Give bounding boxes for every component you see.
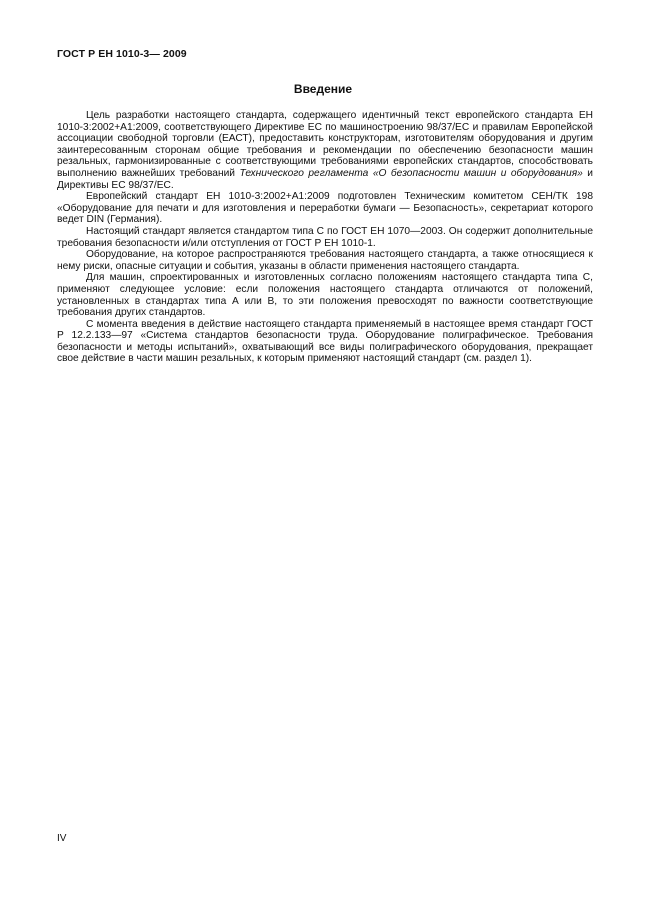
section-title: Введение <box>293 82 353 96</box>
page-number: IV <box>57 833 67 844</box>
paragraph-equipment-scope: Оборудование, на которое распространяются требования настоящего стандарта, а также относящиеся к нему риски, опасные ситуации и события, указаны в области применения настоящего стандарта. <box>57 249 593 272</box>
paragraph-purpose-text: Цель разработки настоящего стандарта, содержащего идентичный текст европейского стандарта ЕН 1010-3:2002+А1:2009, соответствующего Директиве ЕС по машиностроению 98/37/ЕС и правилам Европейской ассоциации свободной торговли (ЕАСТ), предоставить конструкторам, изготовителям оборудования и другим заинтересованным сторонам общие требования и рекомендации по обеспечению безопасности машин резальных, гармонизированные с соответствующими требованиями европейских стандартов, способствовать выполнению важнейших требований <box>57 110 593 179</box>
paragraph-european-standard: Европейский стандарт ЕН 1010-3:2002+А1:2009 подготовлен Техническим комитетом СЕН/ТК 198 «Оборудование для печати и для изготовления и переработки бумаги — Безопасность», секретариат которого ведет DIN (Германия). <box>57 191 593 226</box>
paragraph-purpose <box>57 110 593 191</box>
paragraph-type-c-condition: Для машин, спроектированных и изготовленных согласно положениям настоящего стандарта типа С, применяют следующее условие: если положения настоящего стандарта отличаются от положений, установленных в стандартах типа А или В, то эти положения превосходят по важности соответствующие требования других стандартов. <box>57 272 593 319</box>
paragraph-replaced-standard: С момента введения в действие настоящего стандарта применяемый в настоящее время стандарт ГОСТ Р 12.2.133—97 «Система стандартов безопасности труда. Оборудование полиграфическое. Требования безопасности и методы испытаний», охватывающий все виды полиграфического оборудования, прекращает свое действие в части машин резальных, к которым применяют настоящий стандарт (см. раздел 1). <box>57 318 593 365</box>
document-code-header: ГОСТ Р ЕН 1010-3— 2009 <box>57 48 187 60</box>
paragraph-standard-type: Настоящий стандарт является стандартом типа С по ГОСТ ЕН 1070—2003. Он содержит дополнительные требования безопасности и/или отступления от ГОСТ Р ЕН 1010-1. <box>57 225 593 249</box>
paragraph-purpose-end: и Директивы ЕС 98/37/ЕС. <box>57 167 593 191</box>
regulation-title-italic: Технического регламента «О безопасности машин и оборудования» <box>239 167 583 179</box>
introduction-body <box>57 110 593 365</box>
